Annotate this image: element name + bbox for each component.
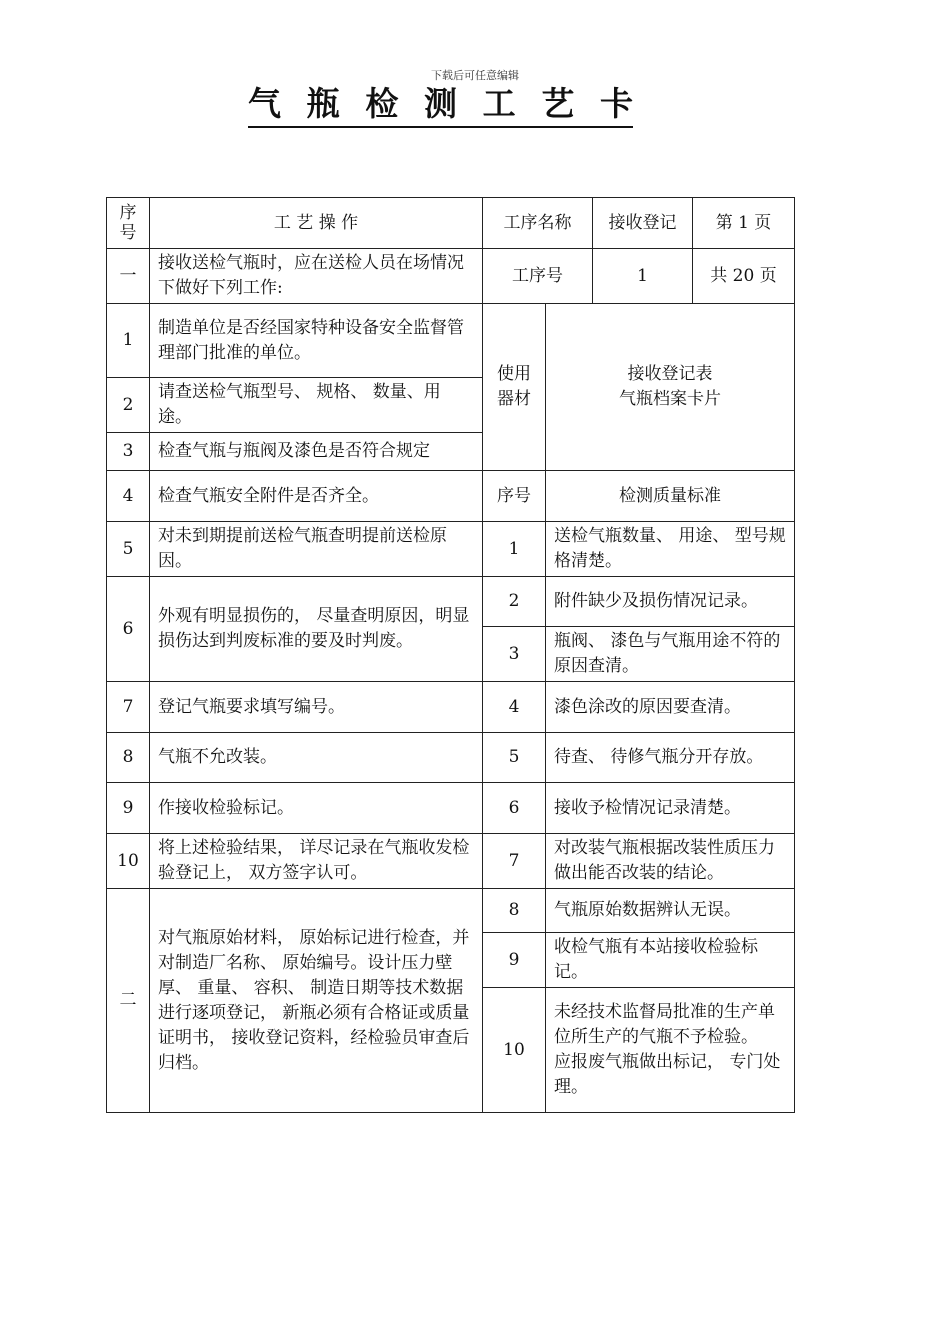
step-text: 作接收检验标记。: [150, 783, 483, 834]
step-row: [107, 577, 795, 627]
header-row: [107, 198, 795, 249]
step-text: 登记气瓶要求填写编号。: [150, 682, 483, 733]
step-text: 外观有明显损伤的， 尽量查明原因，明显损伤达到判废标准的要及时判废。: [150, 577, 483, 682]
step-seq: 1: [107, 304, 150, 378]
step-text: 检查气瓶与瓶阀及漆色是否符合规定: [150, 433, 483, 471]
standard-text: 瓶阀、 漆色与气瓶用途不符的原因查清。: [546, 627, 795, 682]
header-operation: 工 艺 操 作: [150, 198, 483, 249]
standards-seq-header: 序号: [483, 471, 546, 522]
step-row: [107, 733, 795, 783]
step-seq: 5: [107, 522, 150, 577]
standard-text: 气瓶原始数据辨认无误。: [546, 889, 795, 933]
page-title: 气 瓶 检 测 工 艺 卡: [248, 84, 633, 128]
materials-value: 接收登记表 气瓶档案卡片: [546, 304, 795, 471]
step-seq: 7: [107, 682, 150, 733]
standard-text: 附件缺少及损伤情况记录。: [546, 577, 795, 627]
step-seq: 10: [107, 834, 150, 889]
materials-label: 使用 器材: [483, 304, 546, 471]
standard-seq: 7: [483, 834, 546, 889]
step-row: [107, 304, 795, 378]
section-two-seq: 二: [107, 889, 150, 1113]
process-name-value: 接收登记: [593, 198, 693, 249]
step-text: 制造单位是否经国家特种设备安全监督管理部门批准的单位。: [150, 304, 483, 378]
process-no-value: 1: [593, 249, 693, 304]
standard-text: 未经技术监督局批准的生产单位所生产的气瓶不予检验。 应报废气瓶做出标记， 专门处理。: [546, 988, 795, 1113]
step-text: 请查送检气瓶型号、 规格、 数量、用途。: [150, 378, 483, 433]
step-seq: 3: [107, 433, 150, 471]
process-card-table: [106, 197, 795, 1113]
standard-text: 待查、 待修气瓶分开存放。: [546, 733, 795, 783]
step-seq: 6: [107, 577, 150, 682]
process-name-label: 工序名称: [483, 198, 593, 249]
standard-text: 收检气瓶有本站接收检验标记。: [546, 933, 795, 988]
standard-seq: 1: [483, 522, 546, 577]
watermark-text: 下载后可任意编辑: [431, 69, 519, 82]
step-row: [107, 783, 795, 834]
step-text: 气瓶不允改装。: [150, 733, 483, 783]
step-seq: 2: [107, 378, 150, 433]
section-two-row: [107, 889, 795, 933]
standard-seq: 2: [483, 577, 546, 627]
step-seq: 9: [107, 783, 150, 834]
step-text: 检查气瓶安全附件是否齐全。: [150, 471, 483, 522]
standards-title-header: 检测质量标准: [546, 471, 795, 522]
step-seq: 8: [107, 733, 150, 783]
process-no-label: 工序号: [483, 249, 593, 304]
page-number: 第 1 页: [693, 198, 795, 249]
standard-seq: 6: [483, 783, 546, 834]
step-row: [107, 834, 795, 889]
section-one-row: [107, 249, 795, 304]
step-row: [107, 522, 795, 577]
step-text: 将上述检验结果， 详尽记录在气瓶收发检验登记上， 双方签字认可。: [150, 834, 483, 889]
standard-seq: 10: [483, 988, 546, 1113]
standard-seq: 8: [483, 889, 546, 933]
step-text: 对未到期提前送检气瓶查明提前送检原因。: [150, 522, 483, 577]
section-one-text: 接收送检气瓶时，应在送检人员在场情况下做好下列工作:: [150, 249, 483, 304]
standard-text: 接收予检情况记录清楚。: [546, 783, 795, 834]
standard-text: 漆色涂改的原因要查清。: [546, 682, 795, 733]
step-row: [107, 471, 795, 522]
header-seq: 序 号: [107, 198, 150, 249]
step-seq: 4: [107, 471, 150, 522]
standard-text: 送检气瓶数量、 用途、 型号规格清楚。: [546, 522, 795, 577]
standard-seq: 4: [483, 682, 546, 733]
total-pages: 共 20 页: [693, 249, 795, 304]
standard-seq: 9: [483, 933, 546, 988]
standard-seq: 5: [483, 733, 546, 783]
standard-seq: 3: [483, 627, 546, 682]
standard-text: 对改装气瓶根据改装性质压力做出能否改装的结论。: [546, 834, 795, 889]
section-one-seq: 一: [107, 249, 150, 304]
step-row: [107, 682, 795, 733]
section-two-text: 对气瓶原始材料， 原始标记进行检查，并对制造厂名称、 原始编号。设计压力壁厚、 重量、 容积、 制造日期等技术数据进行逐项登记， 新瓶必须有合格证或质量证明书， 接收登记资料，经检验员审查后归档。: [150, 889, 483, 1113]
